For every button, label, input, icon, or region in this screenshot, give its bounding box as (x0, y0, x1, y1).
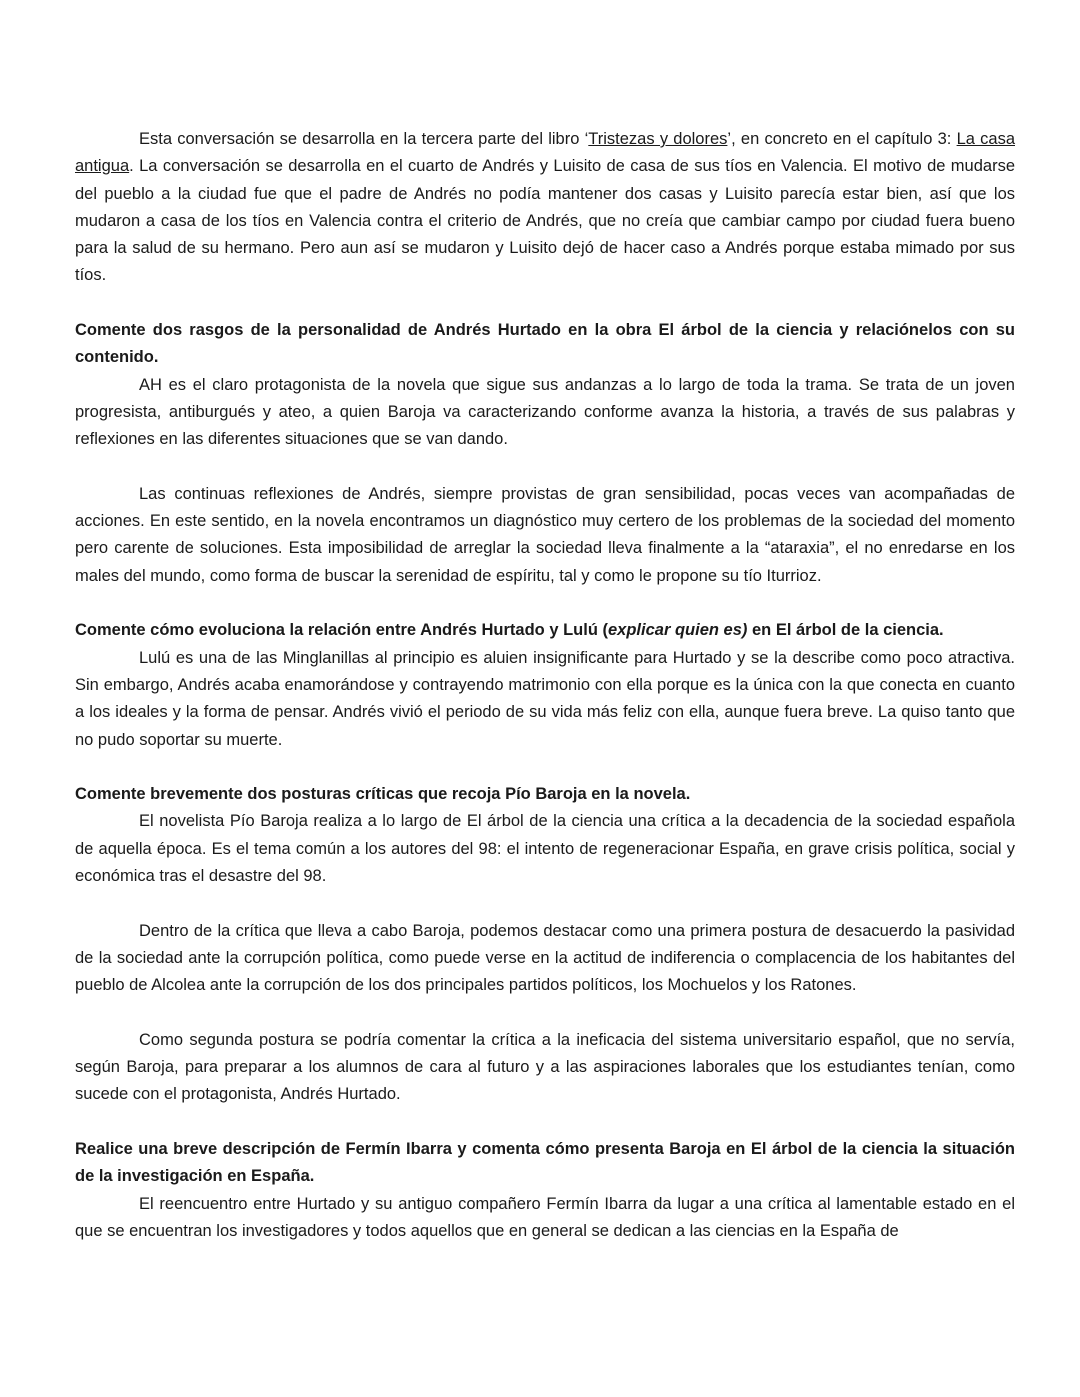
answer-paragraph: El reencuentro entre Hurtado y su antiguo compañero Fermín Ibarra da lugar a una crítica al lamentable estado en el que se encuentran los investigadores y todos aquellos que en general se dedican a las ciencias en la España de (75, 1194, 1015, 1240)
spacer (75, 1109, 1015, 1136)
italic-run: explicar quien es) (608, 621, 748, 640)
spacer (75, 290, 1015, 317)
question-heading-1: Comente dos rasgos de la personalidad de Andrés Hurtado en la obra El árbol de la ciencia y relaciónelos con su contenido. (75, 321, 1015, 367)
text-run: . La conversación se desarrolla en el cuarto de Andrés y Luisito de casa de sus tíos en Valencia. El motivo de mudarse del pueblo a la ciudad fue que el padre de Andrés no podía mantener dos casas y Luisito parecía estar bien, así que los mudaron a casa de los tíos en Valencia contra el criterio de Andrés, que no creía que cambiar campo por ciudad fuera bueno para la salud de su hermano. Pero aun así se mudaron y Luisito dejó de hacer caso a Andrés porque estaba mimado por sus tíos. (75, 157, 1015, 285)
chapter-title-link[interactable]: La casa antigua (75, 130, 1015, 176)
answer-paragraph: Las continuas reflexiones de Andrés, siempre provistas de gran sensibilidad, pocas veces van acompañadas de acciones. En este sentido, en la novela encontramos un diagnóstico muy certero de los problemas de la sociedad del momento pero carente de soluciones. Esta imposibilidad de arreglar la sociedad lleva finalmente a la “ataraxia”, el no enredarse en los males del mundo, como forma de buscar la serenidad de espíritu, tal y como le propone su tío Iturrioz. (75, 484, 1015, 585)
spacer (75, 754, 1015, 781)
answer-paragraph: Como segunda postura se podría comentar la crítica a la ineficacia del sistema universitario español, que no servía, según Baroja, para preparar a los alumnos de cara al futuro y a las aspiraciones laborales que los estudiantes tenían, como sucede con el protagonista, Andrés Hurtado. (75, 1030, 1015, 1104)
text-run: en El árbol de la ciencia. (747, 621, 944, 640)
spacer (75, 890, 1015, 917)
spacer (75, 1000, 1015, 1027)
text-run: Esta conversación se desarrolla en la tercera parte del libro ‘ (139, 130, 589, 148)
question-heading-2 (75, 617, 1015, 644)
answer-paragraph: Dentro de la crítica que lleva a cabo Baroja, podemos destacar como una primera postura de desacuerdo la pasividad de la sociedad ante la corrupción política, como puede verse en la actitud de indiferencia o complacencia de los habitantes del pueblo de Alcolea ante la corrupción de los dos principales partidos políticos, los Mochuelos y los Ratones. (75, 921, 1015, 995)
question-heading-4: Realice una breve descripción de Fermín Ibarra y comenta cómo presenta Baroja en El árbol de la ciencia la situación de la investigación en España. (75, 1139, 1015, 1186)
text-run: ’, en concreto en el capítulo 3: (727, 130, 957, 148)
spacer (75, 454, 1015, 481)
book-title-link[interactable]: Tristezas y dolores (588, 130, 728, 148)
answer-paragraph: El novelista Pío Baroja realiza a lo largo de El árbol de la ciencia una crítica a la decadencia de la sociedad española de aquella época. Es el tema común a los autores del 98: el intento de regeneracionar España, en grave crisis política, social y económica tras el desastre del 98. (75, 812, 1015, 886)
spacer (75, 590, 1015, 617)
document-page (75, 126, 1015, 1245)
text-run: Comente cómo evoluciona la relación entre Andrés Hurtado y Lulú ( (75, 621, 608, 640)
paragraph-intro (75, 126, 1015, 290)
answer-paragraph: AH es el claro protagonista de la novela que sigue sus andanzas a lo largo de toda la trama. Se trata de un joven progresista, antiburgués y ateo, a quien Baroja va caracterizando conforme avanza la historia, a través de sus palabras y reflexiones en las diferentes situaciones que se van dando. (75, 375, 1015, 449)
answer-paragraph: Lulú es una de las Minglanillas al principio es aluien insignificante para Hurtado y se la describe como poco atractiva. Sin embargo, Andrés acaba enamorándose y contrayendo matrimonio con ella porque es la única con la que conecta en cuanto a los ideales y la forma de pensar. Andrés vivió el periodo de su vida más feliz con ella, aunque fuera breve. La quiso tanto que no pudo soportar su muerte. (75, 648, 1015, 749)
question-heading-3: Comente brevemente dos posturas críticas que recoja Pío Baroja en la novela. (75, 785, 691, 804)
